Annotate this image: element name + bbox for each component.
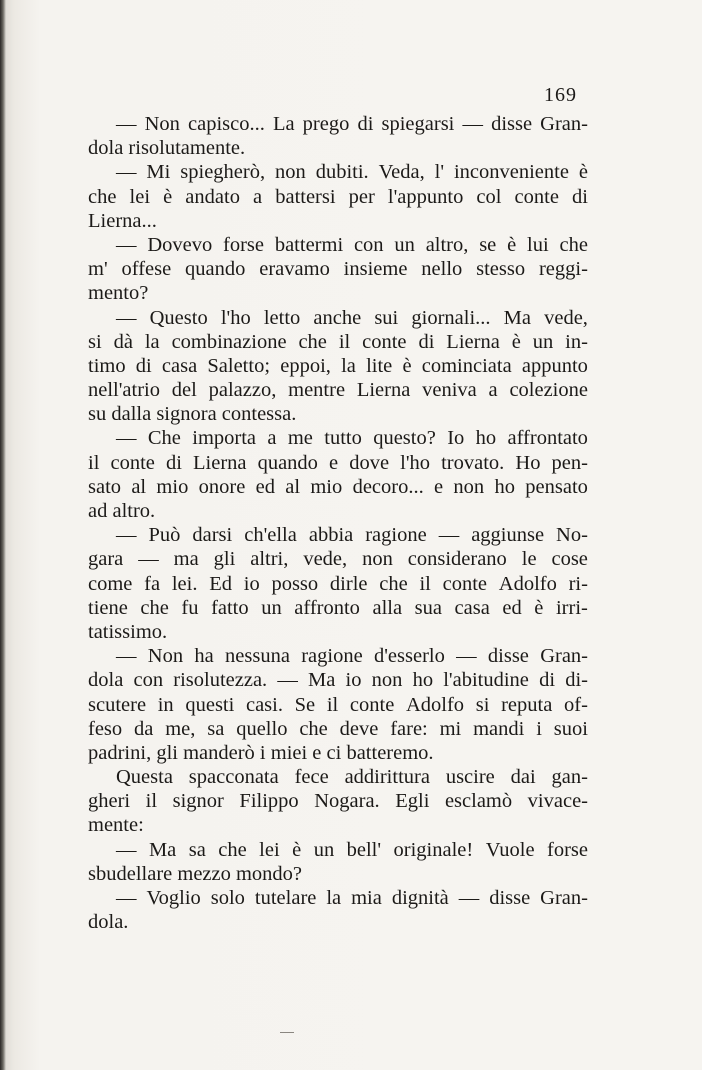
text-line: timo di casa Saletto; eppoi, la lite è cominciata appunto — [88, 354, 588, 377]
footer-mark — [280, 1032, 294, 1033]
text-line: — Dovevo forse battermi con un altro, se è lui che — [116, 233, 588, 256]
text-line: dola. — [88, 911, 129, 934]
text-line: — Mi spiegherò, non dubiti. Veda, l' inconveniente è — [116, 161, 588, 184]
text-line: gheri il signor Filippo Nogara. Egli esclamò vivace- — [88, 790, 588, 813]
text-line: padrini, gli manderò i miei e ci batteremo. — [88, 741, 434, 764]
text-line: — Ma sa che lei è un bell' originale! Vuole forse — [116, 838, 588, 861]
text-line: Questa spacconata fece addirittura uscire dai gan- — [116, 766, 588, 789]
text-line: m' offese quando eravamo insieme nello stesso reggi- — [88, 258, 588, 281]
text-line: — Voglio solo tutelare la mia dignità — disse Gran- — [116, 887, 588, 909]
text-line: — Questo l'ho letto anche sui giornali... Ma vede, — [116, 306, 588, 329]
text-line: sato al mio onore ed al mio decoro... e non ho pensato — [88, 475, 588, 498]
text-line: ad altro. — [88, 500, 156, 522]
text-line: scutere in questi casi. Se il conte Adolfo si reputa of- — [88, 693, 588, 716]
text-line: che lei è andato a battersi per l'appunto col conte di — [88, 185, 588, 208]
text-line: — Che importa a me tutto questo? Io ho affrontato — [116, 427, 588, 450]
text-line: nell'atrio del palazzo, mentre Lierna veniva a colezione — [88, 379, 588, 402]
text-line: tatissimo. — [88, 620, 168, 643]
text-line: il conte di Lierna quando e dove l'ho trovato. Ho pen- — [88, 451, 588, 474]
text-line: si dà la combinazione che il conte di Lierna è un in- — [88, 330, 588, 353]
binding-edge — [0, 0, 6, 1070]
text-line: dola risolutamente. — [88, 137, 246, 160]
text-line: sbudellare mezzo mondo? — [88, 862, 303, 885]
text-line: mento? — [88, 282, 149, 305]
text-line: — Non capisco... La prego di spiegarsi — disse Gran- — [116, 113, 588, 135]
text-line: come fa lei. Ed io posso dirle che il conte Adolfo ri- — [88, 572, 588, 595]
body-text — [88, 112, 588, 934]
text-line: — Può darsi ch'ella abbia ragione — aggiunse No- — [116, 524, 588, 547]
text-line: — Non ha nessuna ragione d'esserlo — disse Gran- — [116, 645, 588, 668]
text-line: tiene che fu fatto un affronto alla sua casa ed è irri- — [88, 596, 588, 619]
text-line: Lierna... — [88, 209, 157, 232]
page-number: 169 — [544, 84, 577, 106]
text-line: su dalla signora contessa. — [88, 403, 297, 426]
text-line: dola con risolutezza. — Ma io non ho l'abitudine di di- — [88, 669, 588, 692]
text-line: gara — ma gli altri, vede, non considerano le cose — [88, 548, 588, 571]
text-line: feso da me, sa quello che deve fare: mi mandi i suoi — [88, 717, 588, 740]
text-line: mente: — [88, 814, 144, 837]
